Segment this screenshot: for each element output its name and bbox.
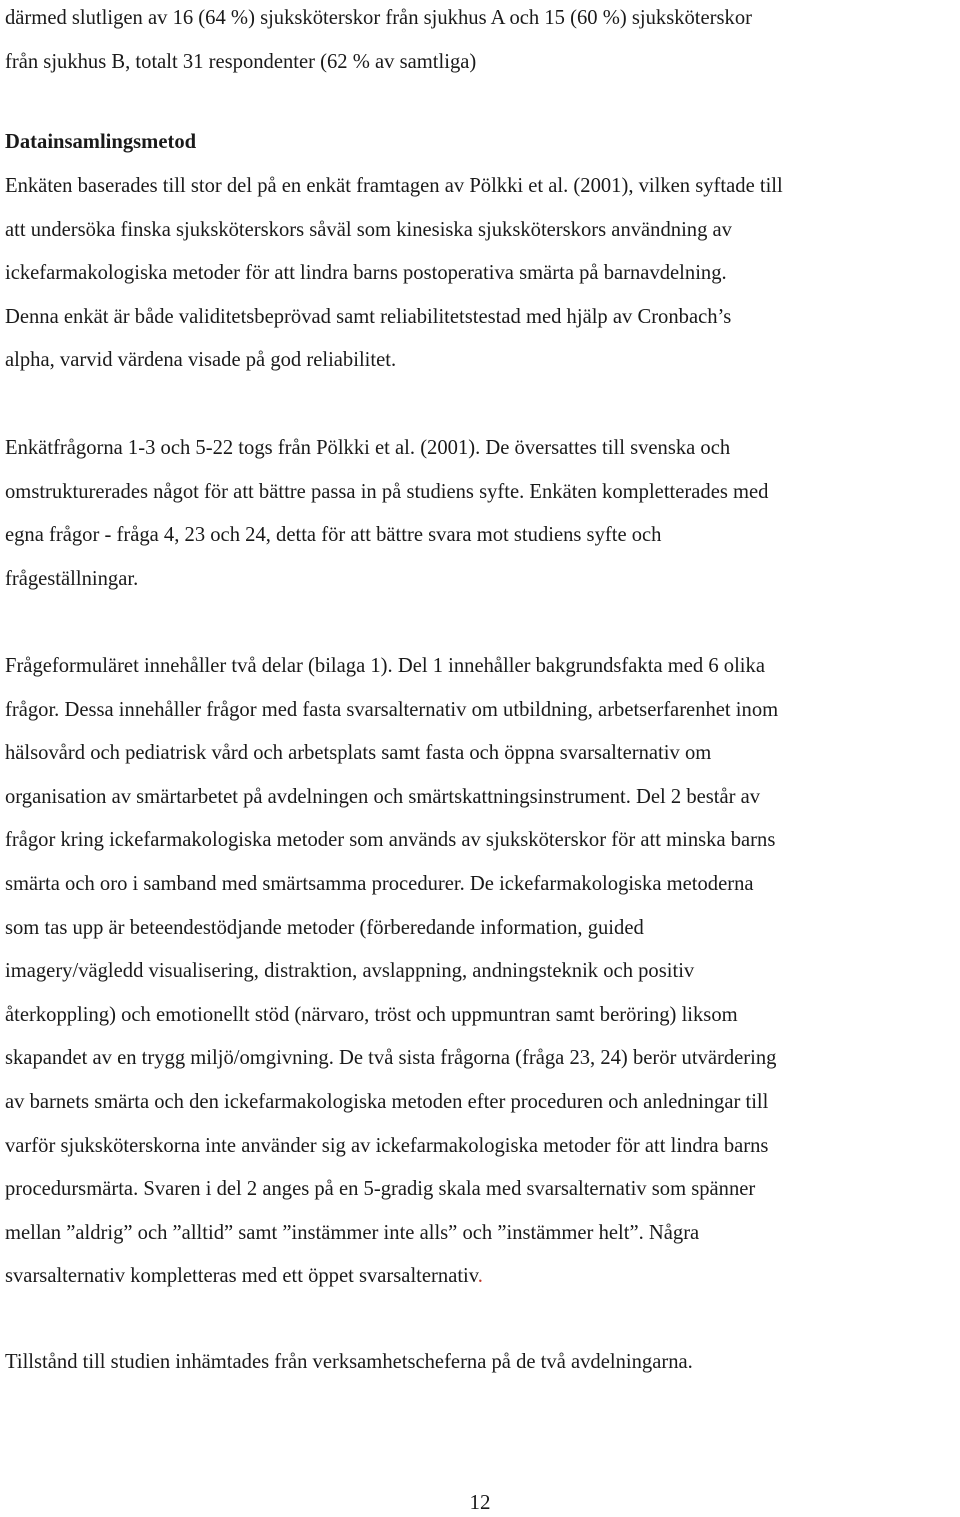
text-line: Enkätfrågorna 1-3 och 5-22 togs från Pölkki et al. (2001). De översattes till svenska och (5, 437, 731, 459)
line-text: svarsalternativ kompletteras med ett öppet svarsalternativ (5, 1265, 478, 1288)
questionnaire-paragraph (5, 645, 778, 1299)
text-line: återkoppling) och emotionellt stöd (närvaro, tröst och uppmuntran samt beröring) liksom (5, 1003, 738, 1026)
text-line: smärta och oro i samband med smärtsamma procedurer. De ickefarmakologiska metoderna (5, 872, 754, 895)
text-line: organisation av smärtarbetet på avdelningen och smärtskattningsinstrument. Del 2 består av (5, 785, 761, 808)
permission-paragraph (5, 1341, 693, 1385)
final-period: . (477, 1265, 483, 1288)
text-line: frågeställningar. (5, 567, 139, 590)
text-line: ickefarmakologiska metoder för att lindra barns postoperativa smärta på barnavdelning. (5, 262, 727, 285)
text-line: Enkäten baserades till stor del på en enkät framtagen av Pölkki et al. (2001), vilken syftade till (5, 175, 783, 197)
text-line: Tillstånd till studien inhämtades från verksamhetscheferna på de två avdelningarna. (5, 1351, 693, 1373)
text-line: omstrukturerades något för att bättre passa in på studiens syfte. Enkäten kompletterades med (5, 480, 769, 503)
text-line: frågor. Dessa innehåller frågor med fasta svarsalternativ om utbildning, arbetserfarenhet inom (5, 698, 779, 721)
text-line (5, 1255, 778, 1299)
text-line: hälsovård och pediatrisk vård och arbetsplats samt fasta och öppna svarsalternativ om (5, 742, 712, 765)
text-line: av barnets smärta och den ickefarmakologiska metoden efter proceduren och anledningar till (5, 1090, 769, 1113)
text-line: Frågeformuläret innehåller två delar (bilaga 1). Del 1 innehåller bakgrundsfakta med 6 olika (5, 655, 765, 677)
survey-paragraph (5, 165, 783, 383)
questions-paragraph (5, 427, 768, 601)
text-line: att undersöka finska sjuksköterskors såväl som kinesiska sjuksköterskors användning av (5, 218, 732, 241)
text-line: mellan ”aldrig” och ”alltid” samt ”instämmer inte alls” och ”instämmer helt”. Några (5, 1221, 700, 1244)
text-line: alpha, varvid värdena visade på god reliabilitet. (5, 349, 397, 372)
text-line: som tas upp är beteendestödjande metoder (förberedande information, guided (5, 916, 644, 939)
text-line: procedursmärta. Svaren i del 2 anges på en 5-gradig skala med svarsalternativ som spänner (5, 1178, 756, 1201)
page-number: 12 (469, 1490, 491, 1514)
intro-paragraph (5, 0, 752, 84)
text-line: därmed slutligen av 16 (64 %) sjuksköterskor från sjukhus A och 15 (60 %) sjuksköterskor (5, 7, 752, 29)
text-line: Denna enkät är både validitetsbeprövad samt reliabilitetstestad med hjälp av Cronbach’s (5, 305, 732, 328)
text-line: varför sjuksköterskorna inte använder sig av ickefarmakologiska metoder för att lindra barns (5, 1134, 769, 1157)
section-heading: Datainsamlingsmetod (5, 131, 197, 153)
text-line: skapandet av en trygg miljö/omgivning. De två sista frågorna (fråga 23, 24) berör utvärdering (5, 1047, 777, 1070)
text-line: imagery/vägledd visualisering, distraktion, avslappning, andningsteknik och positiv (5, 960, 695, 983)
text-line: från sjukhus B, totalt 31 respondenter (62 % av samtliga) (5, 50, 477, 73)
text-line: frågor kring ickefarmakologiska metoder som används av sjuksköterskor för att minska barns (5, 829, 776, 852)
text-line: egna frågor - fråga 4, 23 och 24, detta för att bättre svara mot studiens syfte och (5, 524, 662, 547)
